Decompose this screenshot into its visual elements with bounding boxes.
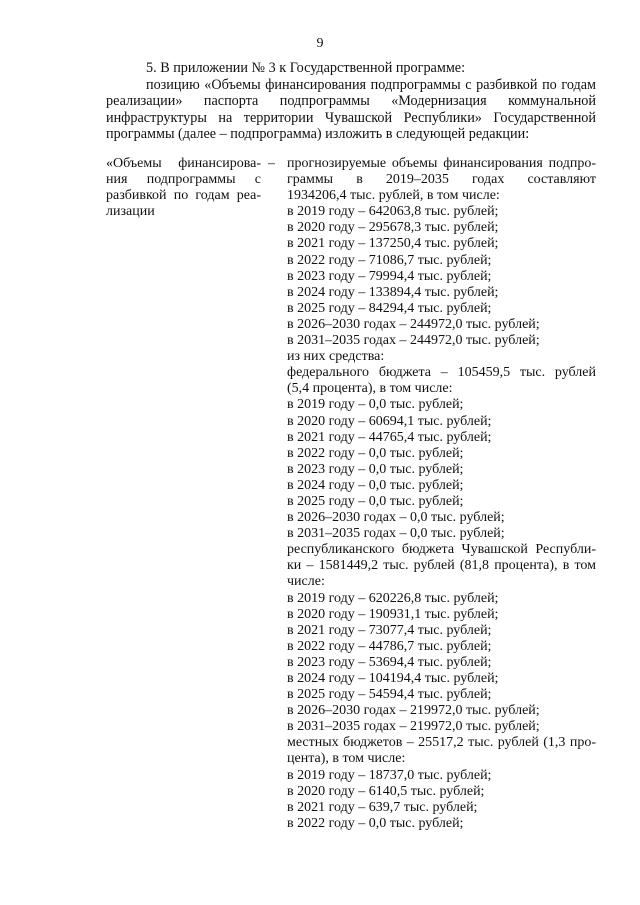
financing-line: в 2024 году – 0,0 тыс. рублей; [287, 477, 464, 493]
financing-line: в 2021 году – 44765,4 тыс. рублей; [287, 429, 492, 445]
financing-line: числе: [287, 574, 325, 590]
financing-line: в 2025 году – 84294,4 тыс. рублей; [287, 300, 492, 316]
left-column-label [106, 156, 261, 220]
financing-line: ки – 1581449,2 тыс. рублей (81,8 процента), в том [287, 558, 596, 574]
financing-line: местных бюджетов – 25517,2 тыс. рублей (1,3 про- [287, 735, 596, 751]
financing-line: в 2020 году – 190931,1 тыс. рублей; [287, 606, 499, 622]
financing-line: в 2019 году – 642063,8 тыс. рублей; [287, 204, 499, 220]
financing-line: в 2025 году – 54594,4 тыс. рублей; [287, 687, 492, 703]
financing-line: в 2025 году – 0,0 тыс. рублей; [287, 493, 464, 509]
financing-line: из них средства: [287, 349, 385, 365]
financing-line: в 2031–2035 годах – 0,0 тыс. рублей; [287, 526, 505, 542]
intro-section [106, 60, 596, 143]
financing-line: в 2022 году – 0,0 тыс. рублей; [287, 445, 464, 461]
financing-line: в 2023 году – 53694,4 тыс. рублей; [287, 654, 492, 670]
financing-details [287, 156, 596, 832]
financing-line: в 2020 году – 295678,3 тыс. рублей; [287, 220, 499, 236]
separator-dash: – [268, 156, 275, 171]
financing-line: в 2019 году – 0,0 тыс. рублей; [287, 397, 464, 413]
financing-line: в 2021 году – 73077,4 тыс. рублей; [287, 622, 492, 638]
financing-line: в 2026–2030 годах – 244972,0 тыс. рублей; [287, 316, 540, 332]
page-number: 9 [316, 36, 324, 51]
financing-line: в 2024 году – 104194,4 тыс. рублей; [287, 671, 499, 686]
financing-line: в 2023 году – 79994,4 тыс. рублей; [287, 268, 492, 284]
left-line: «Объемы финансирова- [106, 156, 261, 171]
financing-line: 1934206,4 тыс. рублей, в том числе: [287, 188, 500, 204]
financing-line: цента), в том числе: [287, 751, 406, 767]
financing-line: в 2022 году – 71086,7 тыс. рублей; [287, 252, 492, 268]
financing-line: граммы в 2019–2035 годах составляют [287, 172, 596, 188]
financing-line: прогнозируемые объемы финансирования подпро- [287, 156, 596, 171]
financing-line: в 2024 году – 133894,4 тыс. рублей; [287, 284, 499, 300]
financing-line: в 2021 году – 639,7 тыс. рублей; [287, 799, 478, 815]
financing-line: в 2023 году – 0,0 тыс. рублей; [287, 461, 464, 477]
financing-line: (5,4 процента), в том числе: [287, 381, 453, 397]
intro-line-1: 5. В приложении № 3 к Государственной программе: [146, 60, 466, 76]
financing-line: в 2021 году – 137250,4 тыс. рублей; [287, 236, 499, 252]
financing-line: республиканского бюджета Чувашской Республи- [287, 542, 596, 558]
financing-line: в 2019 году – 18737,0 тыс. рублей; [287, 767, 492, 783]
financing-line: в 2022 году – 44786,7 тыс. рублей; [287, 638, 492, 654]
financing-line: в 2020 году – 60694,1 тыс. рублей; [287, 413, 492, 429]
left-line: лизации [106, 204, 155, 220]
financing-line: в 2020 году – 6140,5 тыс. рублей; [287, 783, 485, 799]
financing-line: в 2026–2030 годах – 219972,0 тыс. рублей; [287, 703, 540, 719]
financing-line: в 2031–2035 годах – 244972,0 тыс. рублей; [287, 333, 540, 349]
financing-line: в 2026–2030 годах – 0,0 тыс. рублей; [287, 510, 505, 526]
financing-line: в 2022 году – 0,0 тыс. рублей; [287, 815, 464, 831]
financing-line: в 2019 году – 620226,8 тыс. рублей; [287, 590, 499, 606]
left-line: ния подпрограммы с [106, 172, 261, 188]
intro-paragraph: позицию «Объемы финансирования подпрограммы с разбивкой по годам реализации» паспорта подпрограммы «Модернизация коммунальной инфраструктуры на территории Чувашской Республики» Государственной программы (далее – подпрограмма) изложить в следующей редакции: [106, 76, 596, 143]
financing-line: в 2031–2035 годах – 219972,0 тыс. рублей; [287, 719, 540, 735]
financing-line: федерального бюджета – 105459,5 тыс. рублей [287, 365, 596, 381]
left-line: разбивкой по годам реа- [106, 188, 261, 204]
